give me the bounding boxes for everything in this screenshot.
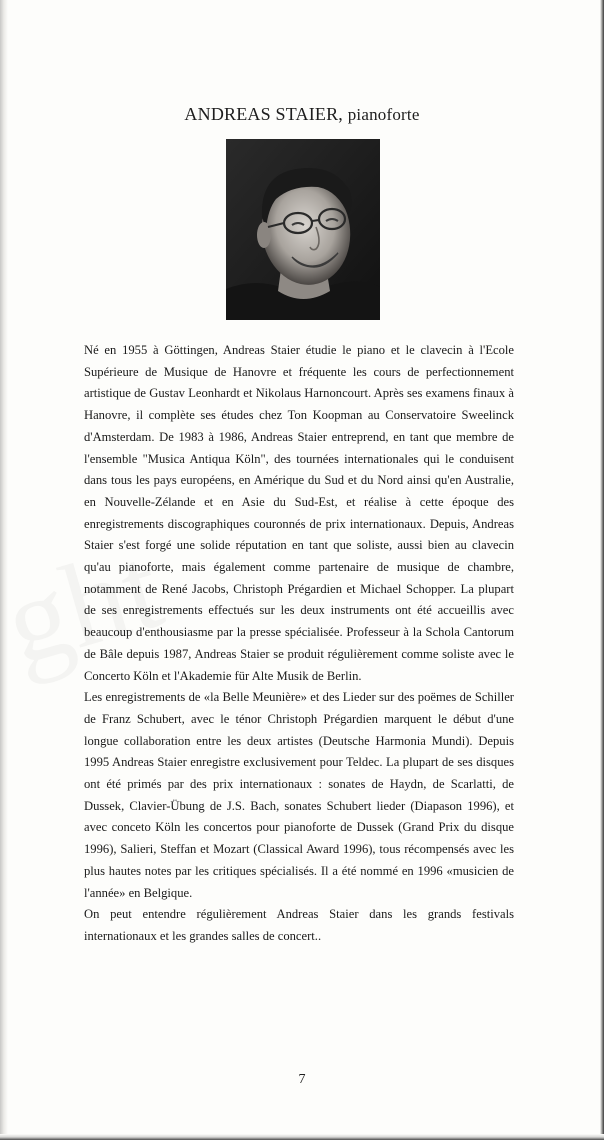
scan-bottom-edge xyxy=(0,1134,604,1140)
biography-paragraph: Les enregistrements de «la Belle Meunière» et des Lieder sur des poëmes de Schiller de Franz Schubert, avec le ténor Christoph Prégardien marquent le début d'une longue collaboration entre les deux artistes (Deutsche Harmonia Mundi). Depuis 1995 Andreas Staier enregistre exclusivement pour Teldec. La plupart de ses disques ont été primés par des prix internationaux : sonates de Haydn, de Scarlatti, de Dussek, Clavier-Übung de J.S. Bach, sonates Schubert lieder (Diapason 1996), et avec conceto Köln les concertos pour pianoforte de Dussek (Grand Prix du disque 1996), Salieri, Steffan et Mozart (Classical Award 1996), tous récompensés avec les plus hautes notes par les critiques spécialisés. Il a été nommé en 1996 «musicien de l'année» en Belgique. xyxy=(84,690,514,900)
scan-left-edge xyxy=(0,0,8,1140)
biography-paragraph: Né en 1955 à Göttingen, Andreas Staier étudie le piano et le clavecin à l'Ecole Supérieure de Musique de Hanovre et fréquente les cours de perfectionnement artistique de Gustav Leonhardt et Nikolaus Harnoncourt. Après ses examens finaux à Hanovre, il complète ses études chez Ton Koopman au Conservatoire Sweelinck d'Amsterdam. De 1983 à 1986, Andreas Staier entreprend, en tant que membre de l'ensemble "Musica Antiqua Köln", des tournées internationales qui le conduisent dans tous les pays européens, en Amérique du Sud et du Nord ainsi qu'en Australie, en Nouvelle-Zélande et en Asie du Sud-Est, et réalise à cette époque des enregistrements discographiques couronnés de prix internationaux. Depuis, Andreas Staier s'est forgé une solide réputation en tant que soliste, aussi bien au clavecin qu'au pianoforte, mais également comme partenaire de musique de chambre, notamment de René Jacobs, Christoph Prégardien et Michael Schopper. La plupart de ses enregistrements effectués sur les deux instruments ont été accueillis avec beaucoup d'enthousiasme par la presse spécialisée. Professeur à la Schola Cantorum de Bâle depuis 1987, Andreas Staier se produit régulièrement comme soliste avec le Concerto Köln et l'Akademie für Alte Musik de Berlin. xyxy=(84,343,514,683)
scan-right-edge xyxy=(600,0,604,1140)
artist-name: ANDREAS STAIER, xyxy=(184,104,343,124)
portrait-illustration xyxy=(226,139,380,320)
artist-portrait-photo xyxy=(226,139,380,320)
page-number: 7 xyxy=(298,1072,306,1087)
artist-instrument: pianoforte xyxy=(347,105,420,124)
biography-paragraph: On peut entendre régulièrement Andreas Staier dans les grands festivals internationaux et les grandes salles de concert.. xyxy=(84,907,514,943)
biography-text xyxy=(84,340,514,948)
page-title xyxy=(0,104,604,125)
